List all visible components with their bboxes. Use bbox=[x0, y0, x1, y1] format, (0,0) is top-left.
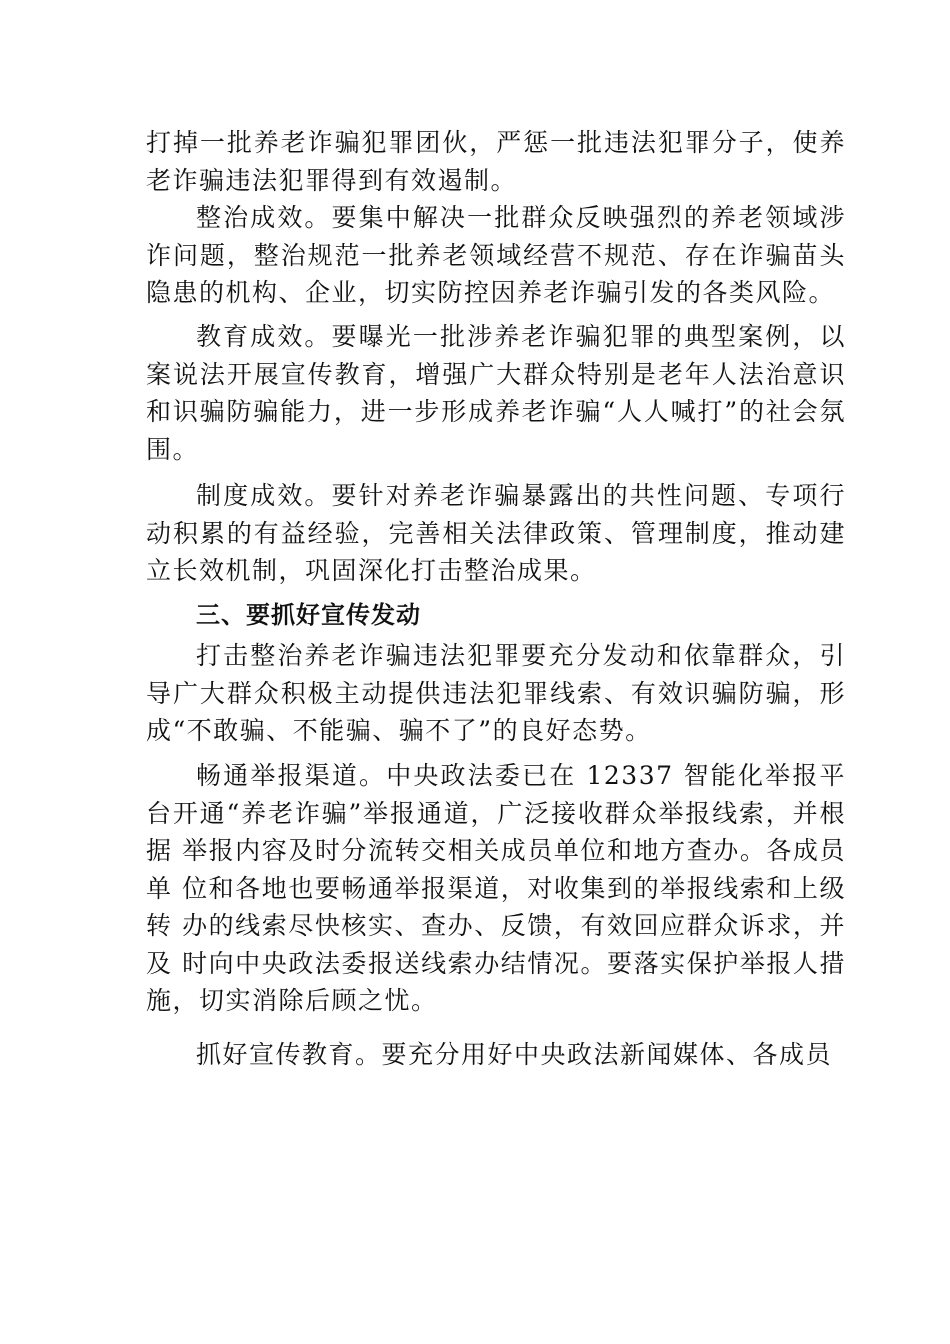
paragraph-reporting-channels: 畅通举报渠道。中央政法委已在 12337 智能化举报平台开通“养老诈骗”举报通道，广泛接收群众举报线索，并根据 举报内容及时分流转交相关成员单位和地方查办。各成员单 位和各地也要畅通举报渠道，对收集到的举报线索和上级转 办的线索尽快核实、查办、反馈，有效回应群众诉求，并及 时向中央政法委报送线索办结情况。要落实保护举报人措施，切实消除后顾之忧。 bbox=[146, 761, 846, 1015]
section-heading-publicity: 三、要抓好宣传发动 bbox=[196, 601, 421, 629]
paragraph-rectification-results: 整治成效。要集中解决一批群众反映强烈的养老领域涉诈问题，整治规范一批养老领域经营不规范、存在诈骗苗头隐患的机构、企业，切实防控因养老诈骗引发的各类风险。 bbox=[146, 203, 846, 307]
paragraph-education-results: 教育成效。要曝光一批涉养老诈骗犯罪的典型案例，以案说法开展宣传教育，增强广大群众特别是老年人法治意识和识骗防骗能力，进一步形成养老诈骗“人人喊打”的社会氛围。 bbox=[146, 322, 846, 464]
paragraph-mobilize-masses: 打击整治养老诈骗违法犯罪要充分发动和依靠群众，引导广大群众积极主动提供违法犯罪线索、有效识骗防骗，形成“不敢骗、不能骗、骗不了”的良好态势。 bbox=[146, 641, 846, 745]
paragraph-publicity-education: 抓好宣传教育。要充分用好中央政法新闻媒体、各成员 bbox=[196, 1040, 833, 1069]
paragraph-crackdown-continuation: 打掉一批养老诈骗犯罪团伙，严惩一批违法犯罪分子，使养老诈骗违法犯罪得到有效遏制。 bbox=[146, 128, 846, 195]
paragraph-institution-results: 制度成效。要针对养老诈骗暴露出的共性问题、专项行动积累的有益经验，完善相关法律政策、管理制度，推动建立长效机制，巩固深化打击整治成果。 bbox=[146, 481, 846, 585]
